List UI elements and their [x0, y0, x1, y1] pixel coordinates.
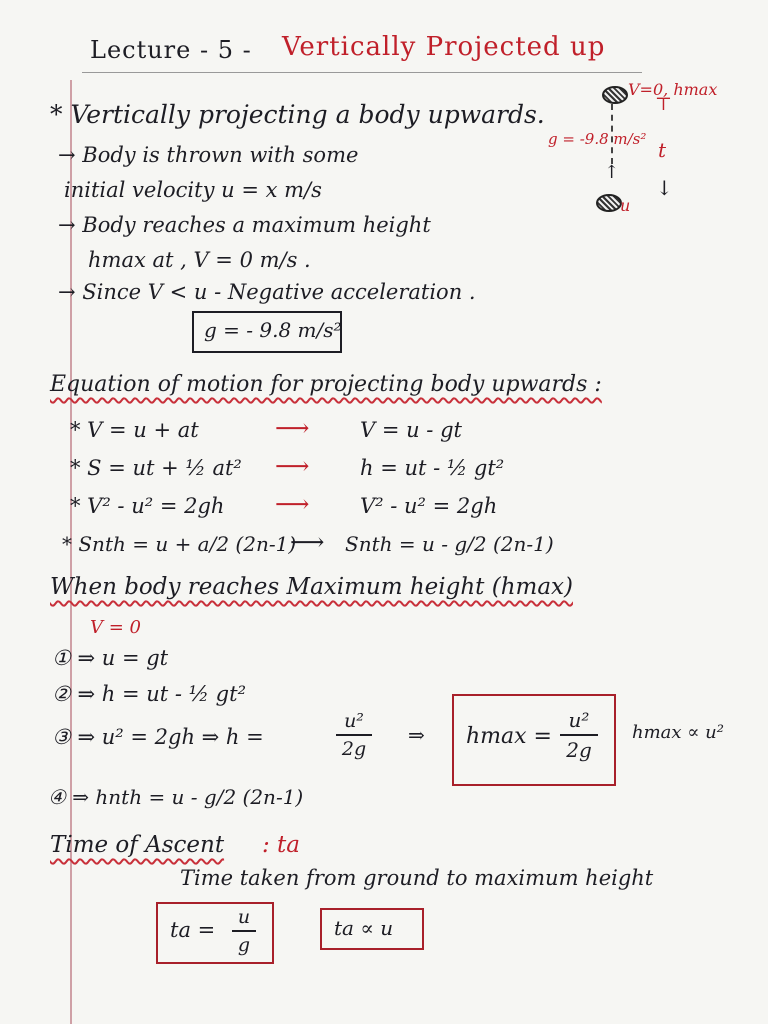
max-height-eq-2: ② ⇒ h = ut - ½ gt²: [52, 682, 246, 706]
eq-row-3-right: V² - u² = 2gh: [360, 494, 498, 518]
intro-line-3: → Body reaches a maximum height: [58, 213, 431, 237]
intro-heading: * Vertically projecting a body upwards.: [50, 100, 545, 129]
eq-row-4-left: * Snth = u + a/2 (2n-1): [62, 532, 297, 556]
eq-row-1-left: * V = u + at: [70, 418, 199, 442]
ascent-heading: Time of Ascent: [50, 832, 225, 858]
hmax-fraction-bar: [560, 734, 598, 736]
g-value-text: g = - 9.8 m/s²: [204, 318, 342, 342]
eq-row-4-arrow-icon: ⟶: [290, 528, 325, 556]
hmax-box: [452, 694, 616, 786]
intro-line-5: → Since V < u - Negative acceleration .: [58, 280, 476, 304]
hmax-box-left: hmax =: [466, 724, 552, 749]
max-height-eq-3-fraction: [336, 710, 372, 760]
ta-fraction: [232, 906, 256, 956]
ball-top-icon: [602, 86, 628, 104]
g-value-box: [192, 311, 342, 353]
diagram-u-label: u: [620, 196, 631, 215]
lecture-label: Lecture - 5 -: [90, 36, 252, 64]
eq-row-1-arrow-icon: ⟶: [275, 414, 310, 442]
diagram-g-label: g = -9.8 m/s²: [548, 130, 647, 148]
eq-3-fraction-bar: [336, 734, 372, 736]
ta-numerator: u: [237, 906, 251, 928]
eq-row-4-right: Snth = u - g/2 (2n-1): [345, 532, 554, 556]
max-height-eq-4: ④ ⇒ hnth = u - g/2 (2n-1): [48, 785, 304, 809]
eq-row-2-right: h = ut - ½ gt²: [360, 456, 505, 480]
diagram-t-label: t: [658, 138, 667, 162]
hmax-box-fraction: [560, 708, 598, 762]
ta-proportional-text: ta ∝ u: [334, 916, 394, 940]
eq-row-2-left: * S = ut + ½ at²: [70, 456, 242, 480]
eq-3-numerator: u²: [344, 710, 364, 732]
eq-3-implies-arrow-icon: ⇒: [408, 723, 425, 747]
eq-row-3-arrow-icon: ⟶: [275, 490, 310, 518]
max-height-heading: When body reaches Maximum height (hmax): [50, 574, 573, 600]
max-height-condition: V = 0: [90, 617, 141, 638]
ta-fraction-bar: [232, 930, 256, 932]
eq-3-denominator: 2g: [341, 738, 367, 760]
eq-row-3-left: * V² - u² = 2gh: [70, 494, 225, 518]
hmax-denominator: 2g: [566, 738, 592, 762]
ta-denominator: g: [237, 934, 251, 956]
ball-bottom-icon: [596, 194, 622, 212]
intro-line-1: → Body is thrown with some: [58, 143, 359, 167]
eq-row-1-right: V = u - gt: [360, 418, 462, 442]
ta-formula-box: [156, 902, 274, 964]
ascent-definition: Time taken from ground to maximum height: [180, 866, 654, 890]
up-arrow-icon: ↑: [604, 162, 620, 183]
hmax-proportionality: hmax ∝ u²: [632, 722, 724, 743]
eq-row-2-arrow-icon: ⟶: [275, 452, 310, 480]
hmax-numerator: u²: [568, 708, 590, 732]
time-up-arrow-icon: ⊤: [655, 94, 672, 115]
ta-proportional-box: [320, 908, 424, 950]
lecture-topic: Vertically Projected up: [282, 32, 606, 62]
diagram-top-label: V=0, hmax: [628, 80, 718, 99]
title-rule: [82, 72, 642, 73]
ta-formula-left: ta =: [170, 918, 216, 942]
max-height-eq-3: ③ ⇒ u² = 2gh ⇒ h =: [52, 725, 264, 749]
intro-line-4: hmax at , V = 0 m/s .: [88, 248, 311, 272]
time-down-arrow-icon: ↓: [656, 176, 673, 200]
max-height-eq-1: ① ⇒ u = gt: [52, 646, 169, 670]
intro-line-2: initial velocity u = x m/s: [64, 178, 322, 202]
ascent-symbol: : ta: [262, 832, 301, 858]
equations-heading: Equation of motion for projecting body upwards :: [50, 372, 602, 397]
